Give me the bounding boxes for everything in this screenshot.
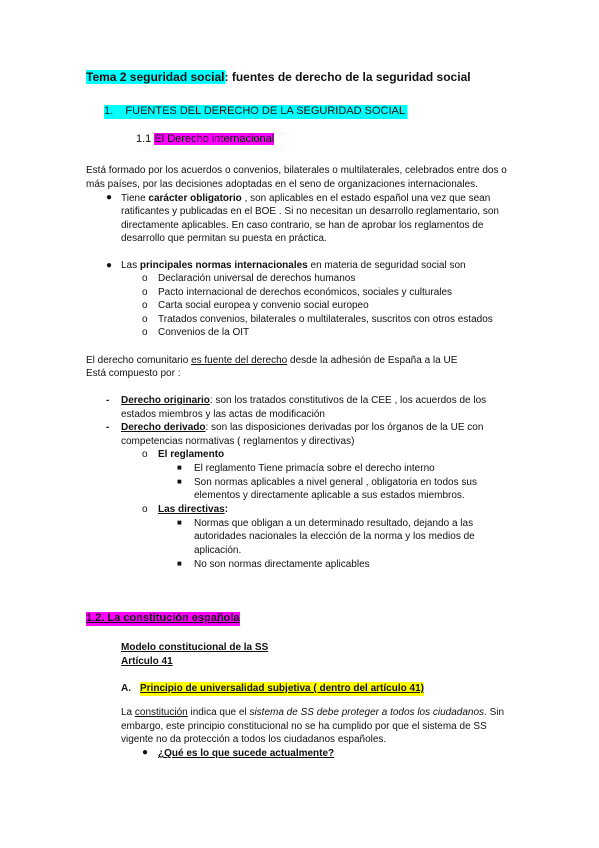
directivas-item: Normas que obligan a un determinado resultado, dejando a las: [194, 518, 474, 529]
comunitario-line-2: Está compuesto por :: [86, 368, 181, 379]
intro-line-2: más países, por las decisiones adoptadas en el seno de organizaciones internacionales.: [86, 179, 478, 190]
bullet-1-line-3: directamente aplicables. En caso contrario, se han de aprobar los reglamentos de: [121, 220, 484, 231]
section-1-label: FUENTES DEL DERECHO DE LA SEGURIDAD SOCIAL: [125, 105, 405, 117]
constitucion-pre: La: [121, 707, 135, 718]
bullet-2-bold: principales normas internacionales: [139, 260, 308, 271]
comunitario-pre: El derecho comunitario: [86, 355, 192, 366]
bullet-1-line-4: desarrollo que permitan su puesta en práctica.: [121, 233, 327, 244]
square-bullet: ■: [177, 463, 182, 472]
bullet-dot: ●: [106, 192, 113, 203]
reglamento-item-cont: elementos y directamente aplicable a sus estados miembros.: [194, 490, 465, 501]
directivas-heading: [158, 503, 228, 517]
circle-bullet: o: [142, 287, 148, 298]
directivas-item: No son normas directamente aplicables: [194, 559, 370, 570]
constitucion-underline: constitución: [134, 707, 188, 718]
bullet-1-pre: Tiene: [121, 193, 149, 204]
bullet-1-post: , son aplicables en el estado español una vez que sean: [241, 193, 491, 204]
section-1-1-label: El Derecho internacional: [154, 133, 275, 145]
constitucion-mid: indica que el: [187, 707, 250, 718]
bullet-2-post: en materia de seguridad social son: [307, 260, 466, 271]
circle-bullet: o: [142, 273, 148, 284]
constitucion-line-2: embargo, este principio constitucional no se ha cumplido por que el sistema de SS: [121, 721, 487, 732]
bullet-1-bold: carácter obligatorio: [148, 193, 242, 204]
reglamento-item: Son normas aplicables a nivel general , obligatoria en todos sus: [194, 477, 477, 488]
constitucion-post: . Sin: [484, 707, 505, 718]
bullet-2-line-1: [121, 259, 466, 273]
bullet-2-pre: Las: [121, 260, 140, 271]
originario-label: Derecho originario: [121, 395, 210, 406]
reglamento-item: El reglamento Tiene primacía sobre el derecho interno: [194, 463, 435, 474]
originario-line-2: estados miembros y las actas de modificación: [121, 409, 325, 420]
derivado-text: : son las disposiciones derivadas por los órganos de la UE con: [205, 422, 484, 433]
comunitario-post: desde la adhesión de España a la UE: [287, 355, 458, 366]
list-item: Pacto internacional de derechos económicos, sociales y culturales: [158, 287, 453, 298]
comunitario-line-1: [86, 354, 457, 368]
bullet-1-line-2: ratificantes y publicadas en el BOE . Si no necesitan un desarrollo reglamentario, son: [121, 206, 499, 217]
section-a-label: Principio de universalidad subjetiva ( dentro del artículo 41): [140, 683, 424, 694]
circle-bullet: o: [142, 504, 148, 515]
originario-line-1: [121, 394, 486, 408]
reglamento-label: El reglamento: [158, 449, 225, 460]
derivado-line-1: [121, 421, 483, 435]
question-label: ¿Qué es lo que sucede actualmente?: [158, 748, 335, 759]
comunitario-underline: es fuente del derecho: [191, 355, 288, 366]
directivas-item-cont: autoridades nacionales la elección de la norma y los medios de: [194, 531, 475, 542]
derivado-line-2: competencias normativas ( reglamentos y directivas): [121, 436, 355, 447]
dash-bullet: -: [106, 422, 110, 433]
square-bullet: ■: [177, 477, 182, 486]
constitucion-line-1: [121, 706, 504, 720]
bullet-1-line-1: [121, 192, 490, 206]
section-a-letter: A.: [121, 683, 131, 694]
circle-bullet: o: [142, 449, 148, 460]
modelo-line-1: Modelo constitucional de la SS: [121, 642, 269, 653]
section-1-2-heading: 1.2. La constitución española: [86, 612, 240, 624]
derivado-label: Derecho derivado: [121, 422, 206, 433]
directivas-colon: :: [224, 504, 229, 515]
originario-text: : son los tratados constitutivos de la CEE , los acuerdos de los: [209, 395, 487, 406]
square-bullet: ■: [177, 518, 182, 527]
circle-bullet: o: [142, 314, 148, 325]
list-item: Declaración universal de derechos humanos: [158, 273, 356, 284]
bullet-dot: ●: [106, 260, 113, 271]
section-1-1-heading: [136, 133, 274, 147]
modelo-line-2: Artículo 41: [121, 656, 173, 667]
intro-line-1: Está formado por los acuerdos o convenios, bilaterales o multilaterales, celebrados entre dos o: [86, 165, 507, 176]
square-bullet: ■: [177, 559, 182, 568]
constitucion-italic: sistema de SS debe proteger a todos los ciudadanos: [249, 707, 485, 718]
section-1-heading: [104, 105, 407, 119]
dash-bullet: -: [106, 395, 110, 406]
section-1-number: 1.: [104, 105, 114, 117]
circle-bullet: o: [142, 300, 148, 311]
list-item: Carta social europea y convenio social europeo: [158, 300, 369, 311]
list-item: Convenios de la OIT: [158, 327, 250, 338]
title-highlight: Tema 2 seguridad social: [86, 70, 225, 84]
directivas-label: Las directivas: [158, 504, 225, 515]
bullet-dot: ●: [142, 747, 149, 758]
title-rest: : fuentes de derecho de la seguridad social: [224, 70, 471, 84]
constitucion-line-3: vigente no da protección a todos los ciudadanos españoles.: [121, 734, 387, 745]
page-title: [86, 71, 471, 85]
section-1-1-number: 1.1: [136, 133, 155, 145]
list-item: Tratados convenios, bilaterales o multilaterales, suscritos con otros estados: [158, 314, 493, 325]
circle-bullet: o: [142, 327, 148, 338]
directivas-item-cont: aplicación.: [194, 545, 242, 556]
